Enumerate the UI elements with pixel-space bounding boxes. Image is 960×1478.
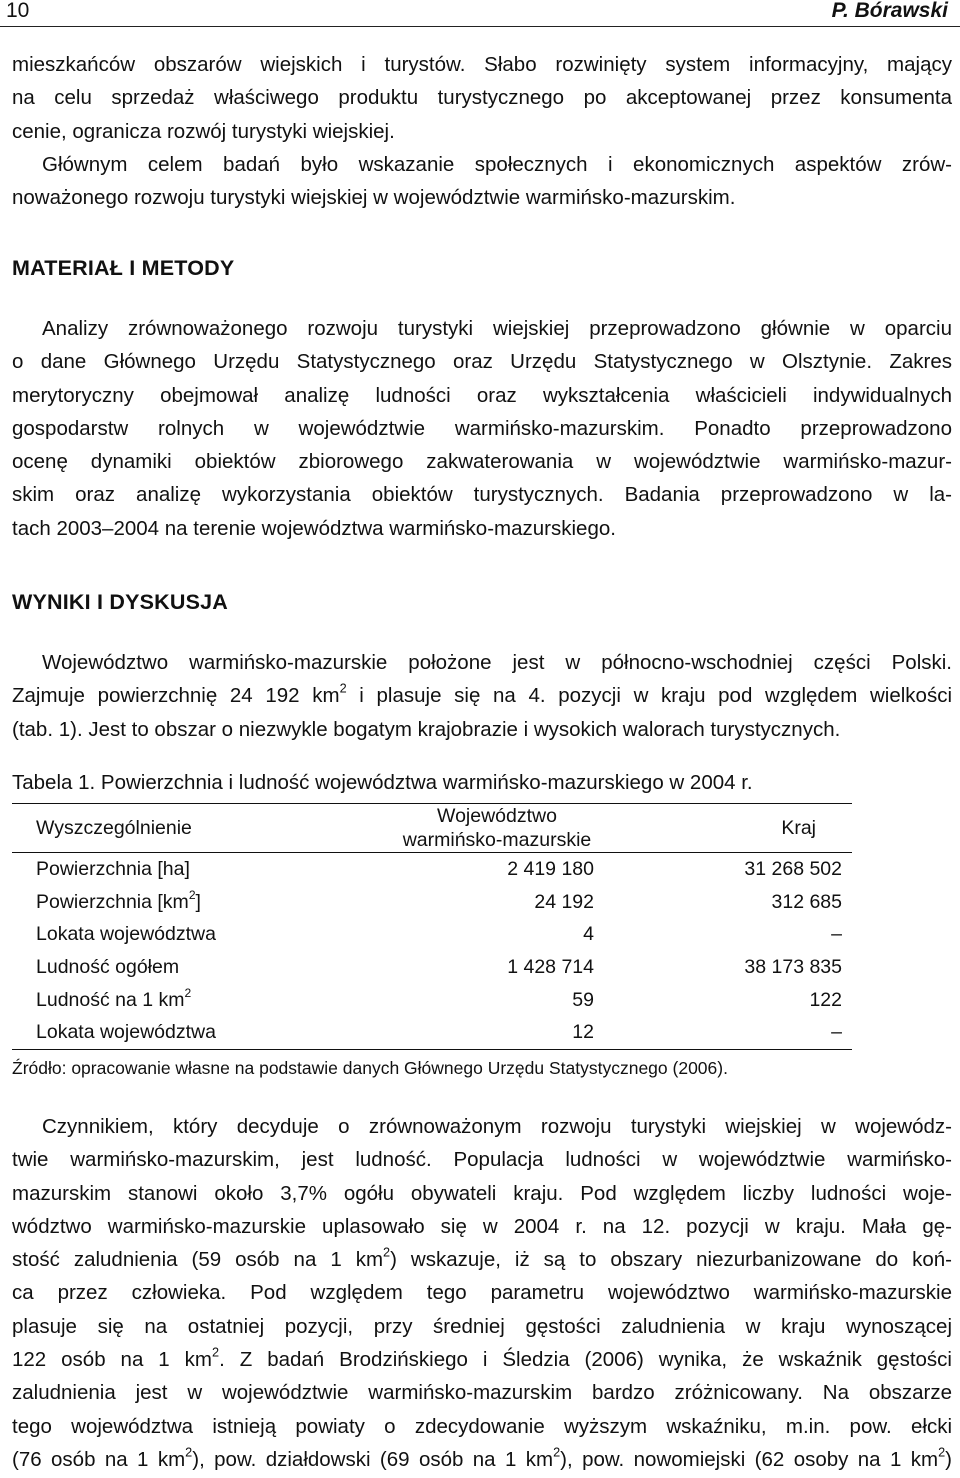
text-line: (76 osób na 1 $km^2$), pow. działdowski (69 osób na 1 $km^2$), pow. nowomiejski (62 osoby na 1 $km^2$) <box>12 1444 952 1471</box>
section-heading-methods: MATERIAŁ I METODY <box>12 256 235 280</box>
text-line: stość zaludnienia (59 osób na 1 $km^2$) wskazuje, iż są to obszary niezurbanizowane do koń- <box>12 1244 952 1272</box>
table-row <box>12 853 852 886</box>
text-line: ca przez człowieka. Pod względem tego parametru województwo warmińsko-mazurskie <box>12 1281 952 1305</box>
discussion-paragraph <box>12 1110 952 1476</box>
text-line: (tab. 1). Jest to obszar o niezwykle bogatym krajobrazie i wysokich walorach turystycznych. <box>12 717 841 741</box>
population-area-table <box>12 803 852 1050</box>
text-line: ocenę dynamiki obiektów zbiorowego zakwaterowania w województwie warmińsko-mazur- <box>12 450 952 474</box>
text-line: mieszkańców obszarów wiejskich i turystów. Słabo rozwinięty system informacyjny, mający <box>12 53 952 76</box>
section-heading-results: WYNIKI I DYSKUSJA <box>12 590 229 614</box>
table-row <box>12 984 852 1017</box>
row-label: Ludność na 1 $km^2$ <box>36 985 192 1011</box>
region-value: 24 192 <box>534 890 594 913</box>
country-value: 122 <box>809 988 842 1011</box>
methods-paragraph <box>12 312 952 545</box>
text-line: tego województwa istnieją powiaty o zdecydowanie wyższym wskaźniku, m.in. pow. ełcki <box>12 1414 952 1438</box>
region-value: 12 <box>360 1016 594 1049</box>
table-row <box>12 886 852 919</box>
text-line: zaludnienia jest w województwie warmińsko-mazurskim bardzo zróżnicowany. Na obszarze <box>12 1381 952 1405</box>
row-label: Powierzchnia $[km^2]$ <box>36 887 201 913</box>
row-label: Lokata województwa <box>12 1016 360 1049</box>
text-line: twie warmińsko-mazurskim, jest ludność. Populacja ludności w województwie warmińsko- <box>12 1148 952 1172</box>
table-header-row <box>12 804 852 853</box>
region-value: 59 <box>572 988 594 1011</box>
text-line: skim oraz analizę wykorzystania obiektów turystycznych. Badania przeprowadzono w la- <box>12 483 952 507</box>
running-author: P. Bórawski <box>831 0 948 22</box>
results-paragraph <box>12 646 952 746</box>
text-line: tach 2003–2004 na terenie województwa warmińsko-mazurskiego. <box>12 516 616 540</box>
text-line: wództwo warmińsko-mazurskie uplasowało się w 2004 r. na 12. pozycji w kraju. Mała gę- <box>12 1214 952 1238</box>
country-value: 38 173 835 <box>744 955 842 978</box>
table-row <box>12 951 852 984</box>
text-line: Czynnikiem, który decyduje o zrównoważonym rozwoju turystyki wiejskiej w wojewódz- <box>42 1115 952 1138</box>
table-row <box>12 918 852 951</box>
text-line: Analizy zrównoważonego rozwoju turystyki wiejskiej przeprowadzono głównie w oparciu <box>42 317 952 340</box>
intro-paragraph <box>12 48 952 214</box>
text-line: Województwo warmińsko-mazurskie położone jest w północno-wschodniej części Polski. <box>42 651 952 674</box>
text-line: plasuje się na ostatniej pozycji, przy średniej gęstości zaludnienia w kraju wynoszącej <box>12 1314 952 1338</box>
table-row <box>12 1016 852 1049</box>
row-label: Ludność ogółem <box>36 955 180 978</box>
country-value: – <box>594 1016 852 1049</box>
text-line: Głównym celem badań było wskazanie społecznych i ekonomicznych aspektów zrów- <box>42 152 952 176</box>
country-value: – <box>831 923 842 946</box>
column-header-region: Województwo warmińsko-mazurskie <box>360 804 594 853</box>
column-header-item: Wyszczególnienie <box>12 804 360 853</box>
text-line: cenie, ogranicza rozwój turystyki wiejskiej. <box>12 119 395 143</box>
region-value: 1 428 714 <box>507 955 594 978</box>
running-header <box>0 0 960 27</box>
text-line: mazurskim stanowi około 3,7% ogółu obywateli kraju. Pod względem liczby ludności woje- <box>12 1181 952 1205</box>
row-label: Powierzchnia [ha] <box>36 857 190 880</box>
row-label: Lokata województwa <box>36 923 216 946</box>
region-value: 2 419 180 <box>507 857 594 880</box>
page-number: 10 <box>6 0 30 22</box>
text-line: noważonego rozwoju turystyki wiejskiej w województwie warmińsko-mazurskim. <box>12 186 736 210</box>
text-line: merytoryczny obejmował analizę ludności oraz wykształcenia właścicieli indywidualnych <box>12 383 952 407</box>
table-source-note: Źródło: opracowanie własne na podstawie danych Głównego Urzędu Statystycznego (2006). <box>12 1058 728 1078</box>
region-value: 4 <box>583 923 594 946</box>
column-header-country: Kraj <box>594 804 852 853</box>
text-line: gospodarstw rolnych w województwie warmińsko-mazurskim. Ponadto przeprowadzono <box>12 416 952 440</box>
text-line: o dane Głównego Urzędu Statystycznego oraz Urzędu Statystycznego w Olsztynie. Zakres <box>12 350 952 374</box>
text-line: Zajmuje powierzchnię 24 192 $km^2$ i plasuje się na 4. pozycji w kraju pod względem wielkości <box>12 680 952 708</box>
country-value: 312 685 <box>771 890 842 913</box>
text-line: na celu sprzedaż właściwego produktu turystycznego po akceptowanej przez konsumenta <box>12 86 952 110</box>
table-caption: Tabela 1. Powierzchnia i ludność województwa warmińsko-mazurskiego w 2004 r. <box>12 771 753 794</box>
text-line: 122 osób na 1 $km^2$. Z badań Brodzińskiego i Śledzia (2006) wynika, że wskaźnik gęstości <box>12 1344 952 1372</box>
country-value: 31 268 502 <box>744 857 842 880</box>
